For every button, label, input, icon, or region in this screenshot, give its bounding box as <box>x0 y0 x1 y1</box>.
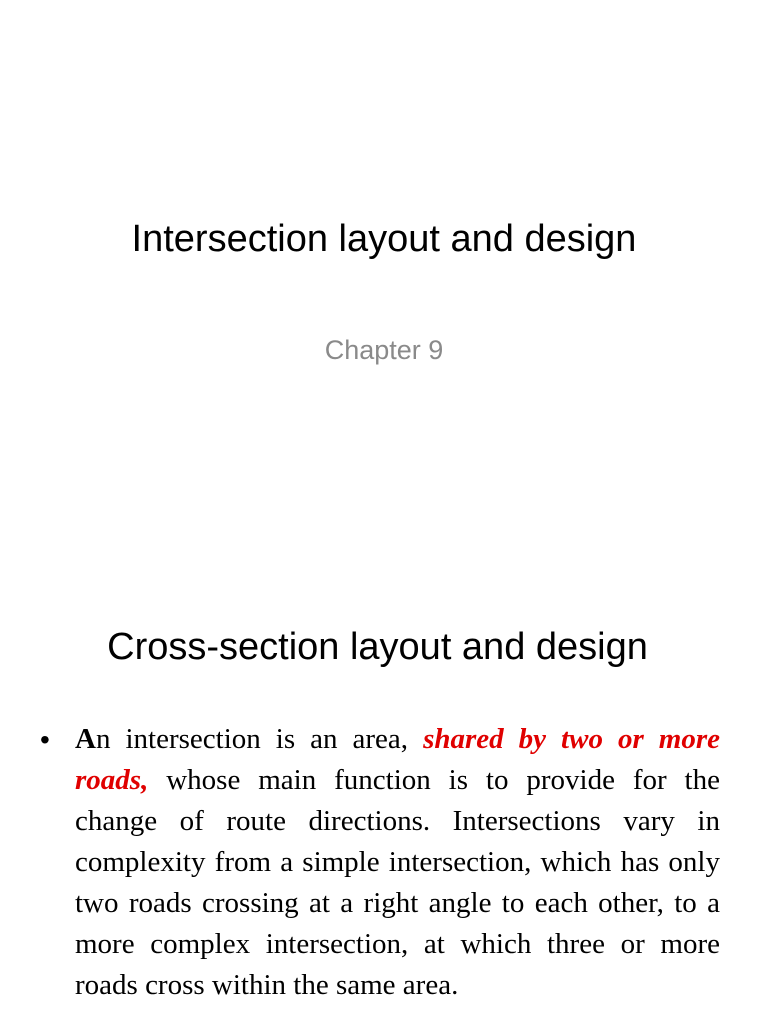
bullet-item <box>40 719 720 1006</box>
text-before: n intersection is an area, <box>95 723 424 755</box>
lead-letter: A <box>75 723 96 755</box>
bullet-text <box>75 719 720 1006</box>
slide-title: Cross-section layout and design <box>107 626 648 668</box>
slide-subtitle: Chapter 9 <box>324 335 444 365</box>
text-after: whose main function is to provide for the change of route directions. Intersections vary in complexity from a simple intersection, which has only two roads crossing at a right angle to each other, to a more complex intersection, at which three or more roads cross within the same area. <box>75 764 720 1001</box>
slide-title: Intersection layout and design <box>131 218 637 260</box>
content-slide <box>0 576 768 1024</box>
emphasis-text: shared by two or more roads, <box>75 723 720 796</box>
bullet-icon: • <box>40 724 50 755</box>
